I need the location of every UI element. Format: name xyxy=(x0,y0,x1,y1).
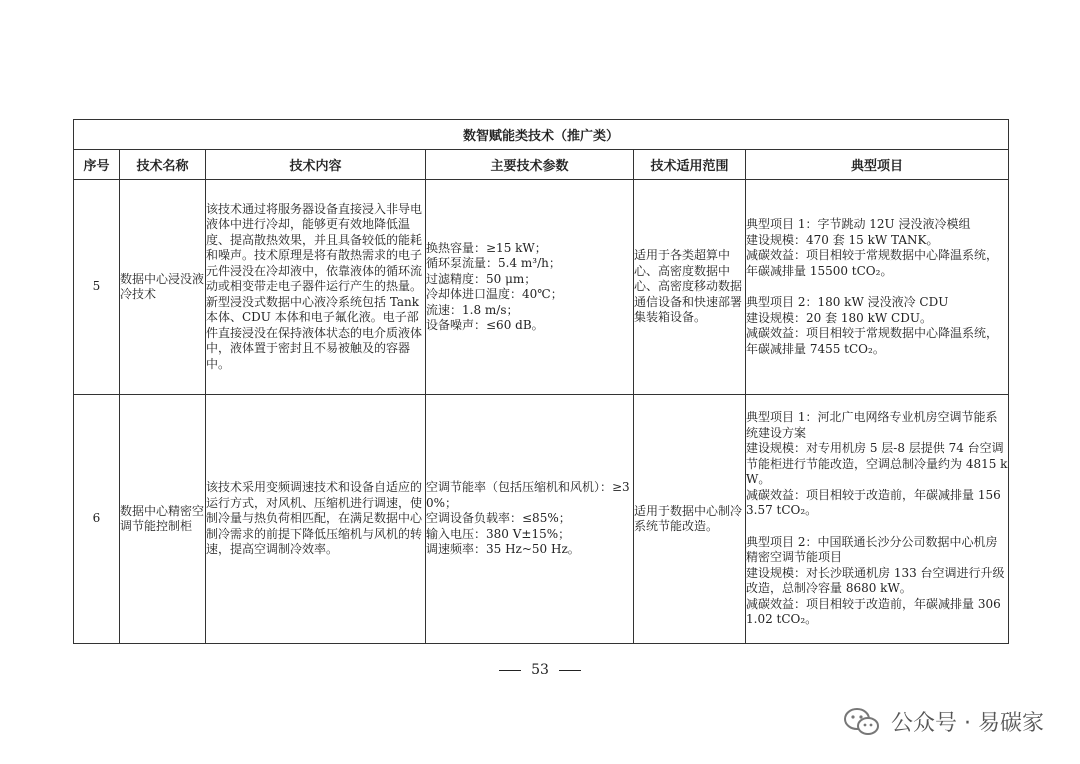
watermark-text: 公众号 · 易碳家 xyxy=(891,711,1044,736)
technology-scope: 适用于各类超算中心、高密度数据中心、高密度移动数据通信设备和快速部署集装箱设备。 xyxy=(634,180,746,395)
param-line: 输入电压：380 V±15%； xyxy=(426,526,571,541)
technology-content: 该技术通过将服务器设备直接浸入非导电液体中进行冷却，能够更有效地降低温度、提高散热效果，并且具备较低的能耗和噪声。技术原理是将有散热需求的电子元件浸没在冷却液中，依靠液体的循环流动或相变带走电子器件运行产生的热量。新型浸没式数据中心液冷系统包括 Tank 本体、CDU 本体和电子氟化液。电子部件直接浸没在保持液体状态的电介质液体中，液体置于密封且不易被触及的容器中。 xyxy=(206,180,426,395)
project-benefit: 减碳效益：项目相较于改造前，年碳减排量 1563.57 tCO₂。 xyxy=(746,487,1001,518)
table-header-row xyxy=(74,150,1009,180)
technology-params xyxy=(426,395,634,644)
page-number: 53 xyxy=(531,662,549,678)
table-title: 数智赋能类技术（推广类） xyxy=(74,120,1009,150)
row-number: 6 xyxy=(74,395,120,644)
param-line: 设备噪声：≤60 dB。 xyxy=(426,318,544,332)
param-line: 冷却体进口温度：40℃； xyxy=(426,287,563,301)
project-title: 典型项目 1：河北广电网络专业机房空调节能系统建设方案 xyxy=(746,410,998,440)
project-title: 典型项目 1：字节跳动 12U 浸没液冷模组 xyxy=(746,217,971,231)
technology-content: 该技术采用变频调速技术和设备自适应的运行方式，对风机、压缩机进行调速，使制冷量与热负荷相匹配，在满足数据中心制冷需求的前提下降低压缩机与风机的转速，提高空调制冷效率。 xyxy=(206,395,426,644)
technology-name: 数据中心浸没液冷技术 xyxy=(120,180,206,395)
watermark xyxy=(843,706,1044,737)
project-block xyxy=(746,295,1008,357)
project-title: 典型项目 2：180 kW 浸没液冷 CDU xyxy=(746,295,949,309)
technology-scope: 适用于数据中心制冷系统节能改造。 xyxy=(634,395,746,644)
wechat-icon xyxy=(843,707,881,737)
project-scale: 建设规模：对专用机房 5 层-8 层提供 74 台空调节能柜进行节能改造，空调总制冷量约为 4815 kW。 xyxy=(746,441,1008,487)
project-block xyxy=(746,535,1008,628)
project-benefit: 减碳效益：项目相较于改造前，年碳减排量 3061.02 tCO₂。 xyxy=(746,596,1001,627)
table-row xyxy=(74,180,1009,395)
project-benefit: 减碳效益：项目相较于常规数据中心降温系统，年碳减排量 7455 tCO₂。 xyxy=(746,326,999,356)
param-line: 换热容量：≥15 kW； xyxy=(426,240,547,255)
param-line: 循环泵流量：5.4 m³/h； xyxy=(426,256,561,270)
project-block xyxy=(746,217,1008,279)
row-number: 5 xyxy=(74,180,120,395)
technology-name: 数据中心精密空调节能控制柜 xyxy=(120,395,206,644)
header-name: 技术名称 xyxy=(120,150,206,180)
project-title: 典型项目 2：中国联通长沙分公司数据中心机房精密空调节能项目 xyxy=(746,534,998,565)
header-no: 序号 xyxy=(74,150,120,180)
page-number-footer xyxy=(0,662,1080,678)
table-row xyxy=(74,395,1009,644)
project-block xyxy=(746,410,1008,519)
dash-right xyxy=(559,670,581,671)
header-scope: 技术适用范围 xyxy=(634,150,746,180)
param-line: 空调节能率（包括压缩机和风机）：≥30%； xyxy=(426,480,630,510)
project-scale: 建设规模：470 套 15 kW TANK。 xyxy=(746,232,939,247)
technology-params xyxy=(426,180,634,395)
param-line: 过滤精度：50 μm； xyxy=(426,271,537,286)
header-content: 技术内容 xyxy=(206,150,426,180)
project-scale: 建设规模：20 套 180 kW CDU。 xyxy=(746,310,932,325)
technology-table xyxy=(73,119,1009,644)
project-benefit: 减碳效益：项目相较于常规数据中心降温系统，年碳减排量 15500 tCO₂。 xyxy=(746,248,999,278)
dash-left xyxy=(499,670,521,671)
typical-projects xyxy=(746,395,1009,644)
param-line: 调速频率：35 Hz~50 Hz。 xyxy=(426,542,580,557)
header-params: 主要技术参数 xyxy=(426,150,634,180)
header-projects: 典型项目 xyxy=(746,150,1009,180)
typical-projects xyxy=(746,180,1009,395)
param-line: 流速：1.8 m/s； xyxy=(426,302,519,317)
param-line: 空调设备负载率：≤85%； xyxy=(426,511,571,526)
project-scale: 建设规模：对长沙联通机房 133 台空调进行升级改造，总制冷容量 8680 kW。 xyxy=(746,565,1005,596)
